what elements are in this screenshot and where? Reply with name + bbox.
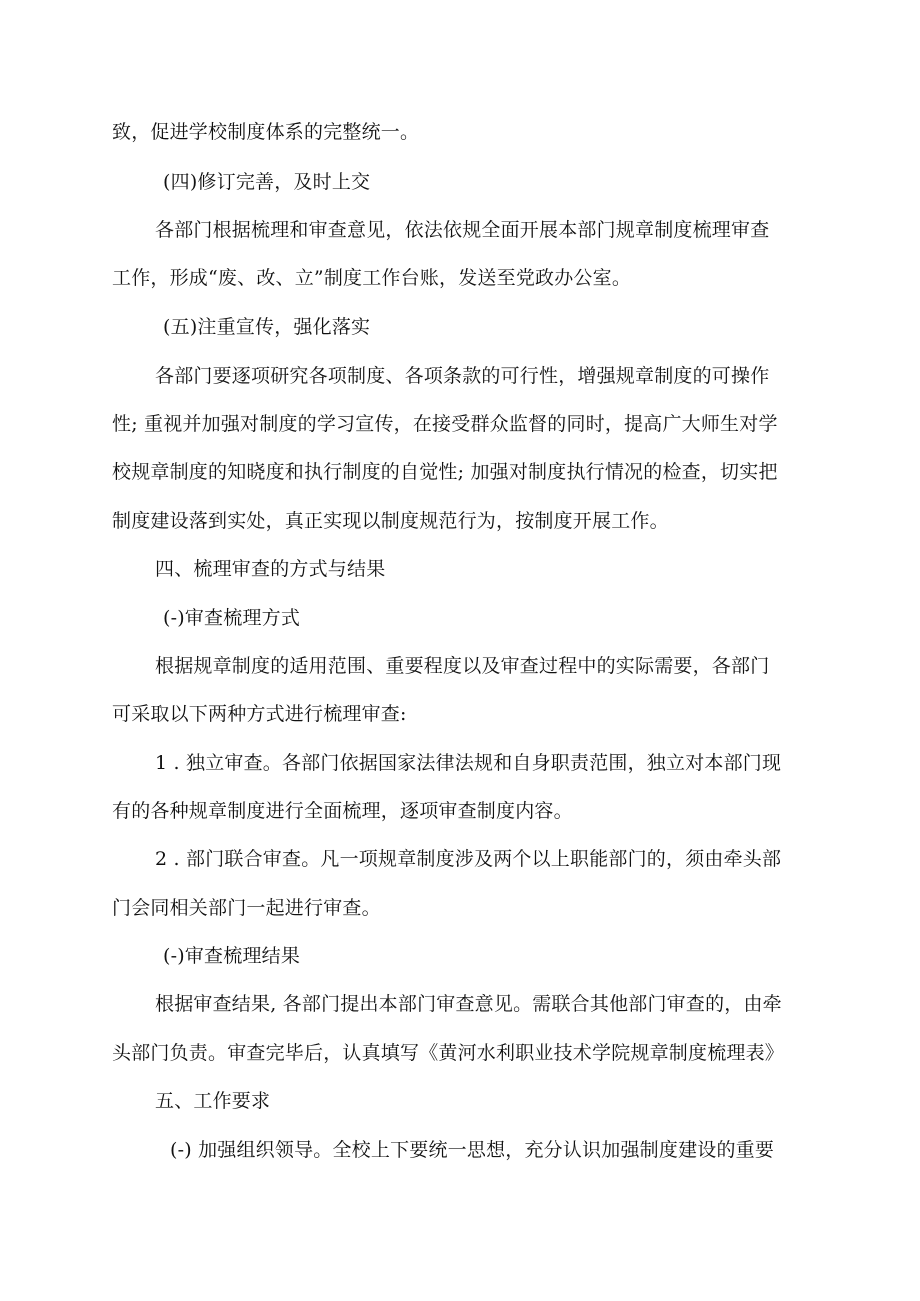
paragraph-line: 制度建设落到实处，真正实现以制度规范行为，按制度开展工作。 [112, 510, 669, 532]
paragraph-line: 性; 重视并加强对制度的学习宣传，在接受群众监督的同时，提高广大师生对学 [112, 413, 778, 435]
paragraph-line: 头部门负责。审查完毕后，认真填写《黄河水利职业技术学院规章制度梳理表》 [112, 1042, 785, 1064]
section-heading: (五)注重宣传，强化落实 [163, 316, 371, 338]
section-heading: (-)审查梳理结果 [163, 945, 301, 967]
paragraph-line: 门会同相关部门一起进行审查。 [112, 897, 381, 919]
section-heading: (四)修订完善，及时上交 [163, 171, 371, 193]
paragraph-line: 各部门根据梳理和审查意见，依法依规全面开展本部门规章制度梳理审查 [155, 219, 770, 241]
paragraph-line: 根据规章制度的适用范围、重要程度以及审查过程中的实际需要，各部门 [155, 655, 770, 677]
paragraph-line: 校规章制度的知晓度和执行制度的自觉性; 加强对制度执行情况的检查，切实把 [112, 461, 778, 483]
paragraph-line: 有的各种规章制度进行全面梳理，逐项审查制度内容。 [112, 800, 573, 822]
paragraph-line: (-) 加强组织领导。全校上下要统一思想，充分认识加强制度建设的重要 [170, 1139, 775, 1161]
paragraph-line: 可采取以下两种方式进行梳理审查: [112, 703, 407, 725]
section-heading: (-)审查梳理方式 [163, 607, 301, 629]
paragraph-line: 致，促进学校制度体系的完整统一。 [112, 121, 420, 143]
paragraph-line: 各部门要逐项研究各项制度、各项条款的可行性，增强规章制度的可操作 [155, 365, 770, 387]
list-item-line: 2 . 部门联合审查。凡一项规章制度涉及两个以上职能部门的，须由牵头部 [155, 848, 782, 870]
list-item-line: 1 . 独立审查。各部门依据国家法律法规和自身职责范围，独立对本部门现 [155, 752, 782, 774]
chapter-heading: 五、工作要求 [155, 1090, 271, 1112]
paragraph-line: 根据审查结果, 各部门提出本部门审查意见。需联合其他部门审查的，由牵 [155, 993, 782, 1015]
chapter-heading: 四、梳理审查的方式与结果 [155, 558, 386, 580]
paragraph-line: 工作，形成“废、改、立”制度工作台账，发送至党政办公室。 [112, 267, 632, 289]
